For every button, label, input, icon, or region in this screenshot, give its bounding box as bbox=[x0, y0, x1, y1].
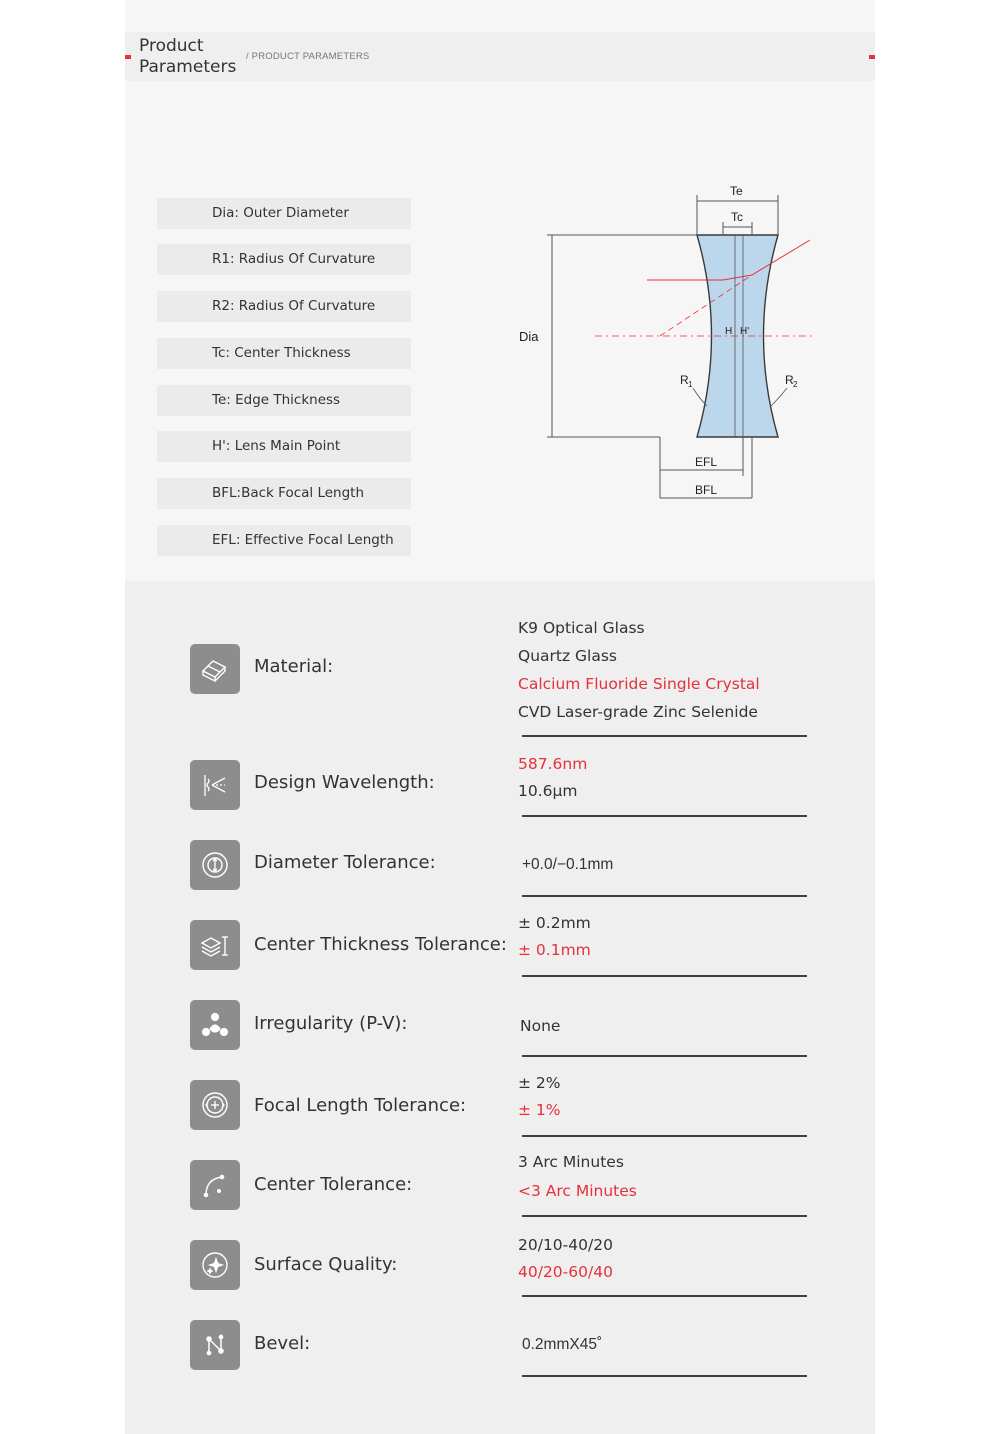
legend-item-text: Dia: Outer Diameter bbox=[212, 205, 349, 221]
bfl-label: BFL bbox=[695, 483, 718, 497]
param-label: Bevel: bbox=[254, 1333, 311, 1354]
param-label: Irregularity (P-V): bbox=[254, 1013, 408, 1034]
param-value: CVD Laser-grade Zinc Selenide bbox=[518, 703, 758, 721]
param-value: +0.0/−0.1mm bbox=[522, 856, 614, 873]
row-divider bbox=[522, 975, 807, 977]
section-header bbox=[125, 32, 875, 81]
param-label: Center Tolerance: bbox=[254, 1174, 413, 1195]
row-divider bbox=[522, 1295, 807, 1297]
r1-leader bbox=[693, 388, 707, 406]
param-value: ± 1% bbox=[518, 1101, 561, 1119]
r1-label: R bbox=[680, 373, 689, 387]
legend-item bbox=[157, 525, 411, 556]
param-value: ± 0.2mm bbox=[518, 914, 591, 932]
row-divider bbox=[522, 1055, 807, 1057]
header-subtitle: / PRODUCT PARAMETERS bbox=[246, 51, 370, 62]
header-accent-left bbox=[125, 55, 131, 59]
legend-item bbox=[157, 244, 411, 275]
tc-label: Tc bbox=[731, 210, 743, 224]
r2-label: R bbox=[785, 373, 794, 387]
irregularity-icon bbox=[190, 1000, 240, 1050]
param-value: <3 Arc Minutes bbox=[518, 1182, 637, 1200]
diameter-icon bbox=[190, 840, 240, 890]
h-prime-label: H' bbox=[740, 326, 750, 337]
legend-item bbox=[157, 431, 411, 462]
param-value: 0.2mmX45˚ bbox=[522, 1336, 603, 1353]
bevel-icon bbox=[190, 1320, 240, 1370]
row-divider bbox=[522, 1135, 807, 1137]
te-label: Te bbox=[730, 184, 743, 198]
param-value: 3 Arc Minutes bbox=[518, 1153, 624, 1171]
row-divider bbox=[522, 1215, 807, 1217]
legend-item bbox=[157, 478, 411, 509]
row-divider bbox=[522, 1375, 807, 1377]
row-divider bbox=[522, 815, 807, 817]
header-title: Product Parameters bbox=[139, 36, 237, 77]
param-label: Material: bbox=[254, 656, 334, 677]
row-divider bbox=[522, 735, 807, 737]
param-value: 587.6nm bbox=[518, 755, 588, 773]
legend-item-text: Tc: Center Thickness bbox=[212, 345, 351, 361]
product-parameters-page bbox=[125, 0, 875, 1434]
efl-label: EFL bbox=[695, 455, 718, 469]
r1-subscript: 1 bbox=[688, 380, 693, 389]
legend-item-text: R1: Radius Of Curvature bbox=[212, 251, 376, 267]
legend-item bbox=[157, 291, 411, 322]
param-label: Surface Quality: bbox=[254, 1254, 398, 1275]
r2-subscript: 2 bbox=[793, 380, 798, 389]
legend-item bbox=[157, 198, 411, 229]
parameters-table bbox=[125, 581, 875, 1434]
biconcave-lens-diagram bbox=[515, 178, 825, 508]
param-label: Design Wavelength: bbox=[254, 772, 435, 793]
param-label: Center Thickness Tolerance: bbox=[254, 934, 507, 955]
param-value: Calcium Fluoride Single Crystal bbox=[518, 675, 760, 693]
legend-item-text: BFL:Back Focal Length bbox=[212, 485, 365, 501]
wavelength-icon bbox=[190, 760, 240, 810]
header-accent-right bbox=[869, 55, 875, 59]
param-value: K9 Optical Glass bbox=[518, 619, 645, 637]
legend-item-text: R2: Radius Of Curvature bbox=[212, 298, 376, 314]
lens-diagram-section bbox=[125, 81, 875, 581]
legend-item bbox=[157, 338, 411, 369]
r2-leader bbox=[771, 388, 787, 406]
legend-item-text: Te: Edge Thickness bbox=[212, 392, 341, 408]
param-label: Diameter Tolerance: bbox=[254, 852, 436, 873]
param-value: 10.6μm bbox=[518, 782, 578, 800]
surface-quality-icon bbox=[190, 1240, 240, 1290]
center-tolerance-icon bbox=[190, 1160, 240, 1210]
param-value: 20/10-40/20 bbox=[518, 1236, 613, 1254]
focal-length-icon bbox=[190, 1080, 240, 1130]
param-label: Focal Length Tolerance: bbox=[254, 1095, 467, 1116]
legend-item-text: EFL: Effective Focal Length bbox=[212, 532, 394, 548]
row-divider bbox=[522, 895, 807, 897]
legend-item bbox=[157, 385, 411, 416]
param-value: Quartz Glass bbox=[518, 647, 618, 665]
param-value: ± 0.1mm bbox=[518, 941, 591, 959]
param-value: None bbox=[520, 1017, 561, 1035]
legend-item-text: H': Lens Main Point bbox=[212, 438, 341, 454]
param-value: ± 2% bbox=[518, 1074, 561, 1092]
param-value: 40/20-60/40 bbox=[518, 1263, 613, 1281]
dia-label: Dia bbox=[519, 329, 539, 344]
h-label: H bbox=[725, 326, 733, 337]
glass-blocks-icon bbox=[190, 644, 240, 694]
thickness-icon bbox=[190, 920, 240, 970]
